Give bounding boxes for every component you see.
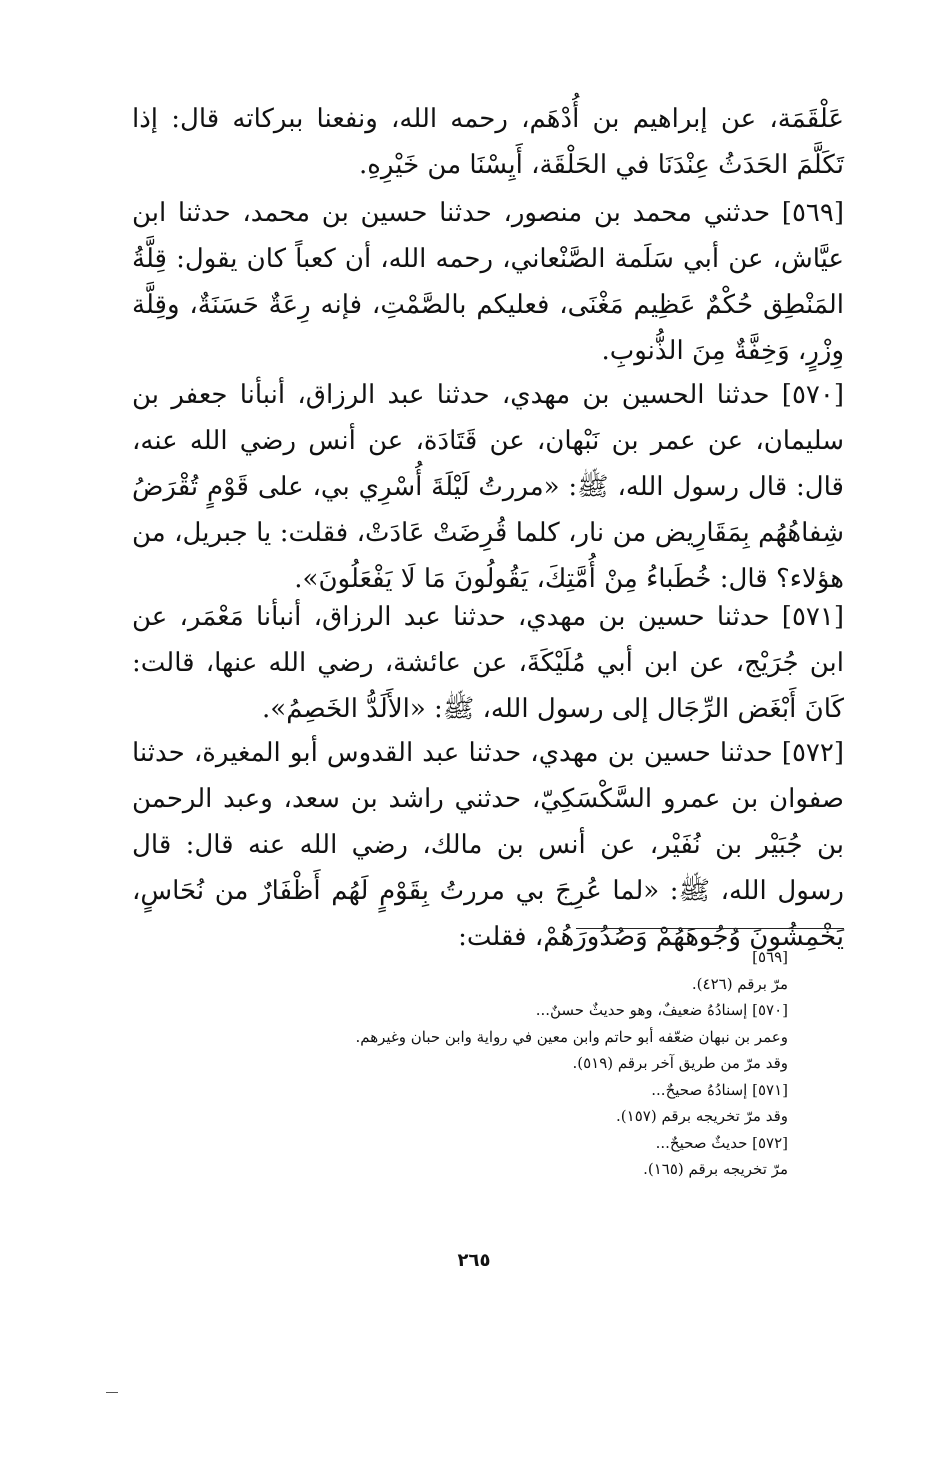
body-text <box>132 190 844 374</box>
body-text <box>132 730 844 960</box>
footnote-divider <box>576 928 844 929</box>
scan-mark <box>106 1392 118 1393</box>
footnote-line: وعمر بن نبهان ضعّفه أبو حاتم وابن معين في رواية وابن حبان وغيرهم. <box>355 1027 788 1046</box>
page-number: ٢٦٥ <box>457 1250 491 1271</box>
footnote-line: [٥٦٩] <box>752 948 788 966</box>
footnote-line: مرّ برقم (٤٢٦). <box>691 974 788 993</box>
body-text <box>132 594 844 732</box>
body-text <box>132 96 844 188</box>
footnotes <box>228 944 788 1183</box>
body-text <box>132 372 844 602</box>
paragraph-570: [٥٧٠] حدثنا الحسين بن مهدي، حدثنا عبد الرزاق، أنبأنا جعفر بن سليمان، عن عمر بن نَبْهان، عن قَتَادَة، عن أنس رضي الله عنه، قال: قال رسول الله، ﷺ: «مررتُ لَيْلَةَ أُسْرِي بي، على قَوْمٍ تُقْرَضُ شِفاهُهُم بِمَقَارِيض من نار، كلما قُرِضَتْ عَادَتْ، فقلت: يا جبريل، من هؤلاء؟ قال: خُطَباءُ مِنْ أُمَّتِكَ، يَقُولُونَ مَا لَا يَفْعَلُونَ». <box>132 380 844 594</box>
footnote-line: مرّ تخريجه برقم (١٦٥). <box>643 1160 788 1178</box>
footnote-line: وقد مرّ من طريق آخر برقم (٥١٩). <box>572 1054 788 1072</box>
footnote-line: وقد مرّ تخريجه برقم (١٥٧). <box>616 1107 788 1125</box>
paragraph-569: [٥٦٩] حدثني محمد بن منصور، حدثنا حسين بن محمد، حدثنا ابن عيَّاش، عن أبي سَلَمة الصَّنْعاني، رحمه الله، أن كعباً كان يقول: قِلَّةُ المَنْطِق حُكْمٌ عَظِيم مَغْنَى، فعليكم بالصَّمْتِ، فإنه رِعَةٌ حَسَنَةٌ، وقِلَّة وِزْرٍ، وَخِفَّةٌ مِنَ الذُّنوبِ. <box>132 198 844 366</box>
paragraph-571: [٥٧١] حدثنا حسين بن مهدي، حدثنا عبد الرزاق، أنبأنا مَعْمَر، عن ابن جُرَيْج، عن ابن أبي مُلَيْكَةَ، عن عائشة، رضي الله عنها، قالت: كَانَ أَبْغَض الرِّجَال إلى رسول الله، ﷺ: «الأَلَدُّ الخَصِمُ». <box>132 602 844 724</box>
footnote-line: [٥٧٠] إسنادُهُ ضعيفٌ، وهو حديثٌ حسنٌ... <box>535 1001 788 1019</box>
paragraph-572: [٥٧٢] حدثنا حسين بن مهدي، حدثنا عبد القدوس أبو المغيرة، حدثنا صفوان بن عمرو السَّكْسَكِيّ، حدثني راشد بن سعد، وعبد الرحمن بن جُبَيْر بن نُفَيْر، عن أنس بن مالك، رضي الله عنه قال: قال رسول الله، ﷺ: «لما عُرِجَ بي مررتُ بِقَوْمٍ لَهُم أَظْفَارٌ من نُحَاسٍ، يَخْمِشُونَ وُجُوهَهُمْ وَصُدُورَهُمْ، فقلت: <box>132 738 844 952</box>
footnote-line: [٥٧٢] حديثٌ صحيحٌ... <box>655 1133 788 1152</box>
paragraph-continuation: عَلْقَمَة، عن إبراهيم بن أُدْهَم، رحمه الله، ونفعنا ببركاته قال: إذا تَكَلَّمَ الحَدَثُ عِنْدَنَا في الحَلْقَة، أَيِسْنَا من خَيْرِهِ. <box>132 104 844 180</box>
footnote-line: [٥٧١] إسنادُهُ صحيحٌ... <box>651 1080 788 1099</box>
